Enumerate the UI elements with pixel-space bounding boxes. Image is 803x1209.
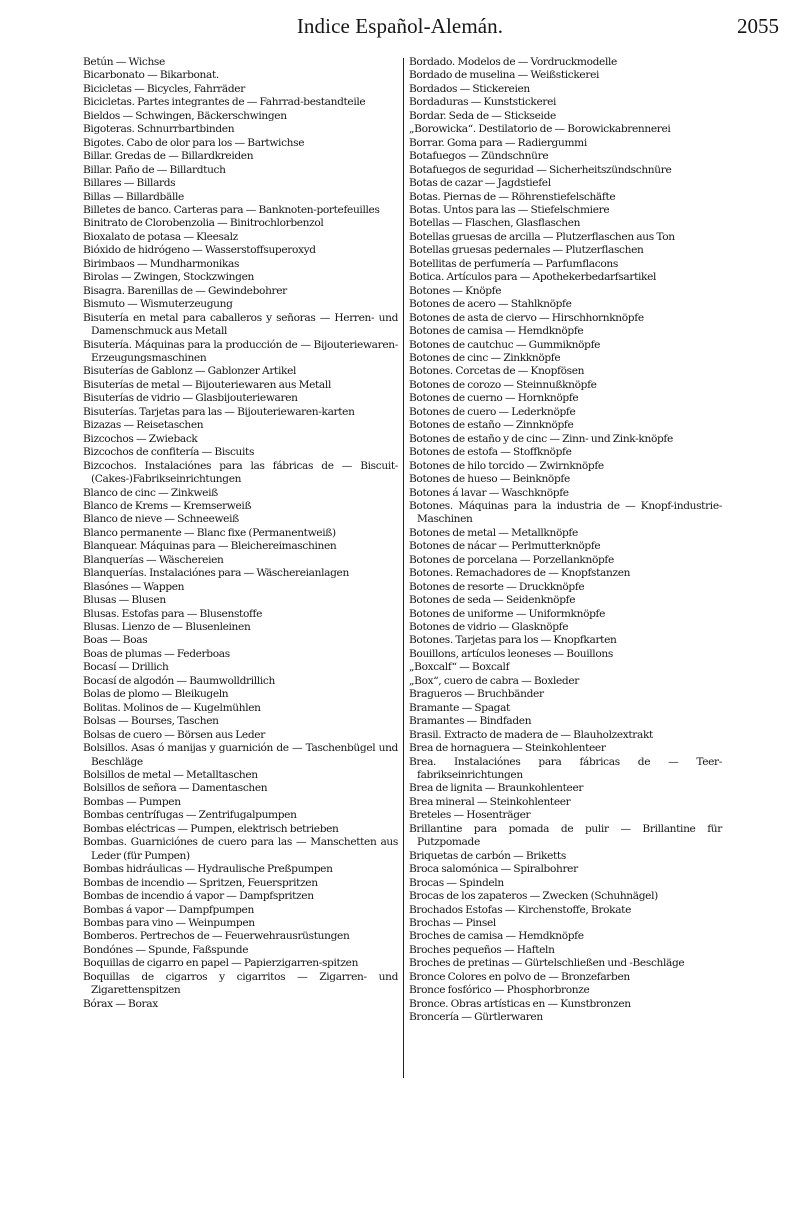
index-entry: Botones de metal — Metallknöpfe: [409, 526, 578, 539]
index-entry: Billares — Billards: [83, 177, 176, 190]
index-entry: Botones de corozo — Steinnußknöpfe: [409, 378, 597, 391]
index-entry: „Boxcalf“ — Boxcalf: [409, 661, 510, 674]
left-column: [83, 56, 398, 1011]
index-entry: Betún — Wichse: [83, 56, 165, 68]
index-entry: Briquetas de carbón — Briketts: [409, 849, 566, 862]
index-entry: Botones de porcelana — Porzellanknöpfe: [409, 553, 614, 566]
index-entry: Bórax — Borax: [83, 997, 158, 1010]
index-entry: Bordado. Modelos de — Vordruckmodelle: [409, 56, 617, 68]
index-entry: Boquillas de cigarro en papel — Papierzigarren-spitzen: [83, 957, 359, 970]
index-entry: Bizcochos de confitería — Biscuits: [83, 446, 255, 459]
index-entry: Bizcochos. Instalaciónes para las fábricas de — Biscuit-(Cakes-)Fabrikseinrichtungen: [83, 459, 398, 486]
index-entry: Botones de nácar — Perlmutterknöpfe: [409, 540, 601, 553]
index-entry: Boquillas de cigarros y cigarritos — Zigarren- und Zigarettenspitzen: [83, 970, 398, 997]
index-entry: Boas de plumas — Federboas: [83, 647, 230, 660]
index-entry: Botones de estaño y de cinc — Zinn- und Zink-knöpfe: [409, 432, 673, 445]
index-entry: Botones de hilo torcido — Zwirnknöpfe: [409, 459, 604, 472]
index-entry: Bronce Colores en polvo de — Bronzefarben: [409, 970, 630, 983]
index-entry: Botones — Knöpfe: [409, 284, 502, 297]
index-entry: Bramante — Spagat: [409, 701, 510, 714]
index-entry: Botones de resorte — Druckknöpfe: [409, 580, 585, 593]
index-entry: Bordado de muselina — Weißstickerei: [409, 69, 600, 82]
index-entry: Brochados Estofas — Kirchenstoffe, Brokate: [409, 903, 631, 916]
index-entry: Blusas. Estofas para — Blusenstoffe: [83, 607, 263, 620]
index-entry: Bizcochos — Zwieback: [83, 432, 198, 445]
index-entry: Bieldos — Schwingen, Bäckerschwingen: [83, 109, 287, 122]
index-entry: Broches de camisa — Hemdknöpfe: [409, 930, 584, 943]
index-entry: Bombas de incendio — Spritzen, Feuerspritzen: [83, 876, 318, 889]
index-entry: Bombas de incendio á vapor — Dampfspritzen: [83, 890, 314, 903]
index-entry: Botones de camisa — Hemdknöpfe: [409, 325, 584, 338]
index-entry: Bronce fosfórico — Phosphorbronze: [409, 984, 590, 997]
index-entry: Botellas — Flaschen, Glasflaschen: [409, 217, 581, 230]
index-entry: Bombas eléctricas — Pumpen, elektrisch betrieben: [83, 822, 339, 835]
index-entry: Botones de cautchuc — Gummiknöpfe: [409, 338, 601, 351]
index-entry: Birolas — Zwingen, Stockzwingen: [83, 271, 254, 284]
index-entry: Bisagra. Barenillas de — Gewindebohrer: [83, 284, 287, 297]
index-entry: Bisuterías de vidrio — Glasbijouteriewaren: [83, 392, 298, 405]
index-entry: Bolsillos de metal — Metalltaschen: [83, 769, 258, 782]
index-entry: Botones de vidrio — Glasknöpfe: [409, 621, 569, 634]
index-entry: Botones de cuero — Lederknöpfe: [409, 405, 576, 418]
index-entry: Brocas de los zapateros — Zwecken (Schuhnägel): [409, 890, 658, 903]
index-entry: Bocasí de algodón — Baumwolldrillich: [83, 674, 275, 687]
index-entry: Botas. Untos para las — Stiefelschmiere: [409, 203, 610, 216]
index-entry: Bouillons, artículos leoneses — Bouillons: [409, 647, 613, 660]
index-entry: Bombas. Guarniciónes de cuero para las — Manschetten aus Leder (für Pumpen): [83, 836, 398, 862]
index-entry: Bolas de plomo — Bleikugeln: [83, 688, 229, 701]
index-entry: Botones. Máquinas para la industria de — Knopf-industrie-Maschinen: [409, 499, 722, 526]
index-entry: Botas. Piernas de — Röhrenstiefelschäfte: [409, 190, 616, 203]
right-column: [409, 56, 722, 1025]
index-entry: Bronce. Obras artísticas en — Kunstbronzen: [409, 997, 631, 1010]
index-entry: Bicicletas — Bicycles, Fahrräder: [83, 82, 245, 95]
index-entry: Botellas gruesas de arcilla — Plutzerflaschen aus Ton: [409, 230, 675, 243]
index-entry: Brea de hornaguera — Steinkohlenteer: [409, 742, 606, 755]
index-entry: Botafuegos de seguridad — Sicherheitszündschnüre: [409, 163, 672, 176]
index-entry: Bramantes — Bindfaden: [409, 715, 532, 728]
index-entry: Binitrato de Clorobenzolia — Binitrochlorbenzol: [83, 217, 324, 230]
index-entry: Blanco de cinc — Zinkweiß: [83, 486, 218, 499]
index-entry: Blanquerías. Instalaciónes para — Wäschereianlagen: [83, 567, 349, 580]
index-entry: Brea mineral — Steinkohlenteer: [409, 795, 571, 808]
index-entry: Broncería — Gürtlerwaren: [409, 1011, 543, 1024]
index-entry: Bismuto — Wismuterzeugung: [83, 298, 233, 311]
index-entry: Blasónes — Wappen: [83, 580, 185, 593]
index-entry: Bicicletas. Partes integrantes de — Fahrrad-bestandteile: [83, 96, 366, 109]
index-entry: Botellitas de perfumería — Parfumflacons: [409, 257, 618, 270]
index-entry: Brillantine para pomada de pulir — Brillantine für Putzpomade: [409, 822, 722, 849]
index-entry: Bombas — Pumpen: [83, 795, 181, 808]
index-entry: Botones de uniforme — Uniformknöpfe: [409, 607, 606, 620]
index-entry: Bragueros — Bruchbänder: [409, 688, 544, 701]
index-entry: Bicarbonato — Bikarbonat.: [83, 69, 219, 82]
index-entry: Bombas hidráulicas — Hydraulische Preßpumpen: [83, 863, 333, 876]
index-entry: Borrar. Goma para — Radiergummi: [409, 136, 587, 149]
index-entry: Brasil. Extracto de madera de — Blauholzextrakt: [409, 728, 653, 741]
index-entry: Brea de lignita — Braunkohlenteer: [409, 782, 584, 795]
index-entry: Botones de asta de ciervo — Hirschhornknöpfe: [409, 311, 644, 324]
index-entry: Billar. Gredas de — Billardkreiden: [83, 150, 254, 163]
index-entry: Birimbaos — Mundharmonikas: [83, 257, 240, 270]
index-entry: Billetes de banco. Carteras para — Banknoten-portefeuilles: [83, 203, 380, 216]
index-entry: Bizazas — Reisetaschen: [83, 419, 204, 432]
index-entry: Bióxido de hidrógeno — Wasserstoffsuperoxyd: [83, 244, 316, 257]
index-entry: Boas — Boas: [83, 634, 148, 647]
page-number: 2055: [737, 14, 779, 38]
page-title: Indice Español-Alemán.: [296, 14, 504, 38]
index-entry: Bombas centrífugas — Zentrifugalpumpen: [83, 809, 297, 822]
index-entry: Blanco permanente — Blanc fixe (Permanentweiß): [83, 526, 336, 539]
index-entry: Blusas — Blusen: [83, 594, 166, 607]
index-entry: Botones. Corcetas de — Knopfösen: [409, 365, 585, 378]
index-entry: Botones á lavar — Waschknöpfe: [409, 486, 569, 499]
index-entry: Bisuterías de metal — Bijouteriewaren aus Metall: [83, 378, 331, 391]
index-entry: „Borowicka“. Destilatorio de — Borowickabrennerei: [409, 123, 671, 136]
index-entry: Bisutería. Máquinas para la producción de — Bijouteriewaren-Erzeugungsmaschinen: [83, 338, 398, 364]
index-entry: Bocasí — Drillich: [83, 661, 169, 674]
index-entry: Brochas — Pinsel: [409, 917, 496, 929]
index-entry: Botones. Tarjetas para los — Knopfkarten: [409, 634, 617, 647]
index-entry: Botones de cuerno — Hornknöpfe: [409, 392, 579, 405]
index-entry: Broches de pretinas — Gürtelschließen und -Beschläge: [409, 957, 685, 970]
index-entry: Botones de hueso — Beinknöpfe: [409, 473, 570, 486]
index-entry: Broca salomónica — Spiralbohrer: [409, 863, 578, 876]
index-entry: Blanquear. Máquinas para — Bleichereimaschinen: [83, 540, 337, 553]
index-entry: Botones de seda — Seidenknöpfe: [409, 594, 576, 607]
index-entry: Botones de acero — Stahlknöpfe: [409, 298, 572, 311]
index-entry: Blanco de nieve — Schneeweiß: [83, 513, 239, 526]
index-entry: Bondónes — Spunde, Faßspunde: [83, 943, 249, 956]
index-entry: Brea. Instalaciónes para fábricas de — Teer-fabrikseinrichtungen: [409, 755, 722, 782]
index-entry: Breteles — Hosenträger: [409, 809, 531, 822]
index-entry: Bolsas — Bourses, Taschen: [83, 715, 219, 728]
index-entry: Bisutería en metal para caballeros y señoras — Herren- und Damenschmuck aus Metall: [83, 311, 398, 338]
index-entry: Botones. Remachadores de — Knopfstanzen: [409, 567, 631, 580]
index-entry: Bolitas. Molinos de — Kugelmühlen: [83, 701, 261, 714]
index-entry: Blanquerías — Wäschereien: [83, 553, 224, 566]
index-entry: Botones de estaño — Zinnknöpfe: [409, 419, 574, 432]
index-entry: Billas — Billardbälle: [83, 190, 184, 203]
index-entry: Bombas para vino — Weinpumpen: [83, 917, 255, 929]
index-entry: Bioxalato de potasa — Kleesalz: [83, 230, 238, 243]
index-entry: Botones de estofa — Stoffknöpfe: [409, 446, 572, 459]
index-entry: „Box“, cuero de cabra — Boxleder: [409, 674, 579, 687]
index-entry: Blusas. Lienzo de — Blusenleinen: [83, 621, 251, 634]
index-entry: Bordaduras — Kunststickerei: [409, 96, 557, 109]
index-entry: Botica. Artículos para — Apothekerbedarfsartikel: [409, 271, 657, 284]
index-entry: Blanco de Krems — Kremserweiß: [83, 499, 252, 512]
index-entry: Bordados — Stickereien: [409, 82, 530, 95]
column-divider: [403, 58, 404, 1078]
index-entry: Bisuterías de Gablonz — Gablonzer Artikel: [83, 365, 297, 378]
index-entry: Botafuegos — Zündschnüre: [409, 150, 549, 163]
page-header: [0, 6, 803, 40]
index-entry: Bomberos. Pertrechos de — Feuerwehrausrüstungen: [83, 930, 350, 943]
index-entry: Broches pequeños — Hafteln: [409, 943, 555, 956]
index-entry: Billar. Paño de — Billardtuch: [83, 163, 226, 176]
index-entry: Botones de cinc — Zinkknöpfe: [409, 351, 561, 364]
index-entry: Bolsillos de señora — Damentaschen: [83, 782, 268, 795]
index-entry: Botellas gruesas pedernales — Plutzerflaschen: [409, 244, 644, 257]
index-entry: Bombas á vapor — Dampfpumpen: [83, 903, 254, 916]
index-entry: Bordar. Seda de — Stickseide: [409, 109, 556, 122]
index-entry: Bolsas de cuero — Börsen aus Leder: [83, 728, 265, 741]
index-entry: Bisuterías. Tarjetas para las — Bijouteriewaren-karten: [83, 405, 355, 418]
index-entry: Bigoteras. Schnurrbartbinden: [83, 123, 235, 136]
index-entry: Brocas — Spindeln: [409, 876, 504, 889]
index-entry: Bigotes. Cabo de olor para los — Bartwichse: [83, 136, 305, 149]
index-entry: Bolsillos. Asas ó manijas y guarnición de — Taschenbügel und Beschläge: [83, 742, 398, 768]
index-entry: Botas de cazar — Jagdstiefel: [409, 177, 551, 190]
